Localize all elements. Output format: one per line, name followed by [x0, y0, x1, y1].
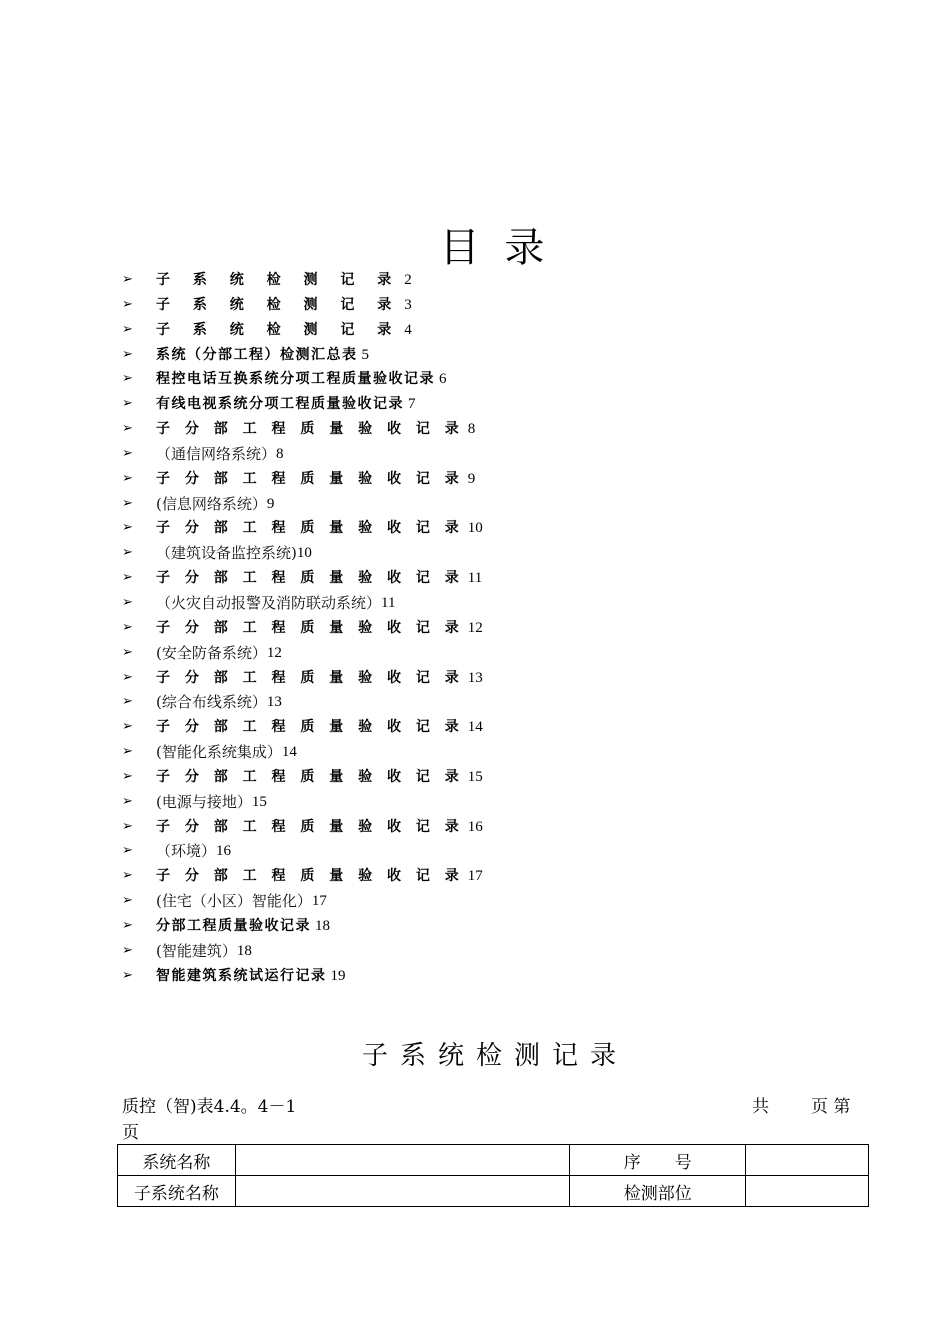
arrow-bullet-icon: ➢ — [122, 296, 133, 312]
toc-item[interactable] — [122, 417, 483, 442]
toc-item-label: 子 分 部 工 程 质 量 验 收 记 录 — [156, 669, 464, 686]
arrow-bullet-icon: ➢ — [122, 768, 133, 784]
toc-item-page: 11 — [467, 570, 483, 587]
toc-item[interactable] — [122, 641, 483, 666]
toc-item[interactable] — [122, 566, 483, 591]
system-name-value[interactable] — [235, 1145, 570, 1176]
toc-item-label: 子 分 部 工 程 质 量 验 收 记 录 — [156, 719, 464, 736]
page-count — [752, 1094, 850, 1120]
toc-item-label: 子 分 部 工 程 质 量 验 收 记 录 — [156, 868, 464, 885]
arrow-bullet-icon: ➢ — [122, 520, 133, 536]
toc-item[interactable] — [122, 839, 483, 864]
page-total-label: 共 — [752, 1097, 769, 1117]
toc-item[interactable] — [122, 343, 483, 368]
toc-item-label: 有线电视系统分项工程质量验收记录 — [156, 396, 404, 413]
arrow-bullet-icon: ➢ — [122, 917, 133, 933]
system-info-table — [117, 1144, 869, 1207]
arrow-bullet-icon: ➢ — [122, 669, 133, 685]
toc-item-page: 2 — [404, 272, 412, 288]
table-row — [118, 1176, 869, 1207]
toc-item-page: 15 — [467, 768, 483, 785]
toc-item-page: 11 — [381, 594, 396, 611]
toc-item[interactable] — [122, 690, 483, 715]
toc-item-label: (安全防备系统） — [156, 643, 267, 662]
arrow-bullet-icon: ➢ — [122, 619, 133, 635]
toc-item-label: （建筑设备监控系统) — [156, 544, 297, 563]
form-code: 质控（智)表4.4。4－1 — [122, 1097, 297, 1117]
toc-item-page: 6 — [439, 371, 447, 388]
toc-item[interactable] — [122, 591, 483, 616]
arrow-bullet-icon: ➢ — [122, 694, 133, 710]
toc-item[interactable] — [122, 516, 483, 541]
toc-item-page: 12 — [266, 644, 282, 661]
toc-item-page: 17 — [311, 893, 327, 910]
toc-item-label: (住宅（小区）智能化） — [156, 892, 312, 911]
system-name-label: 系统名称 — [118, 1145, 236, 1176]
toc-item-label: (信息网络系统） — [156, 494, 267, 513]
toc-item-label: 子 系 统 检 测 记 录 — [156, 296, 401, 313]
arrow-bullet-icon: ➢ — [122, 719, 133, 735]
subsystem-name-value[interactable] — [235, 1176, 570, 1207]
toc-item[interactable] — [122, 442, 483, 467]
toc-item-label: 系统（分部工程）检测汇总表 — [156, 346, 358, 363]
toc-item-label: （环境） — [156, 842, 217, 861]
toc-item[interactable] — [122, 467, 483, 492]
toc-item-page: 8 — [276, 445, 284, 462]
toc-item-page: 14 — [281, 744, 297, 761]
arrow-bullet-icon: ➢ — [122, 942, 133, 958]
arrow-bullet-icon: ➢ — [122, 744, 133, 760]
arrow-bullet-icon: ➢ — [122, 396, 133, 412]
page-label: 页 第 — [811, 1097, 851, 1117]
toc-item[interactable] — [122, 367, 483, 392]
toc-item-page: 4 — [404, 321, 412, 338]
toc-item[interactable] — [122, 914, 483, 939]
toc-item-page: 10 — [296, 545, 312, 562]
toc-item-page: 3 — [404, 296, 412, 313]
arrow-bullet-icon: ➢ — [122, 594, 133, 610]
toc-item[interactable] — [122, 864, 483, 889]
toc-item-label: 子 分 部 工 程 质 量 验 收 记 录 — [156, 421, 464, 438]
toc-item-page: 13 — [266, 694, 282, 711]
toc-item-page: 19 — [330, 967, 346, 984]
arrow-bullet-icon: ➢ — [122, 545, 133, 561]
toc-item[interactable] — [122, 541, 483, 566]
toc-item[interactable] — [122, 616, 483, 641]
toc-item-label: (综合布线系统） — [156, 693, 267, 712]
toc-item[interactable] — [122, 939, 483, 964]
toc-item-label: 子 分 部 工 程 质 量 验 收 记 录 — [156, 520, 464, 537]
arrow-bullet-icon: ➢ — [122, 321, 133, 337]
toc-item-label: 子 系 统 检 测 记 录 — [156, 272, 401, 288]
toc-item-page: 18 — [315, 917, 330, 934]
toc-item[interactable] — [122, 964, 483, 989]
toc-item-label: 子 分 部 工 程 质 量 验 收 记 录 — [156, 570, 464, 587]
toc-list — [122, 268, 483, 988]
toc-title: 目 录 — [439, 225, 551, 271]
toc-item-label: （火灾自动报警及消防联动系统） — [156, 593, 382, 612]
toc-item-label: (电源与接地） — [156, 792, 252, 811]
toc-item[interactable] — [122, 889, 483, 914]
table-row — [118, 1145, 869, 1176]
toc-item-label: (智能化系统集成） — [156, 743, 282, 762]
arrow-bullet-icon: ➢ — [122, 371, 133, 387]
toc-item-page: 5 — [361, 346, 369, 363]
toc-item[interactable] — [122, 318, 483, 343]
inspection-location-value[interactable] — [746, 1176, 869, 1207]
toc-item-page: 8 — [467, 421, 476, 438]
toc-item-label: 子 分 部 工 程 质 量 验 收 记 录 — [156, 768, 464, 785]
arrow-bullet-icon: ➢ — [122, 570, 133, 586]
arrow-bullet-icon: ➢ — [122, 346, 133, 362]
toc-item-label: (智能建筑） — [156, 941, 237, 960]
toc-item-page: 10 — [467, 520, 483, 537]
toc-item-label: 子 分 部 工 程 质 量 验 收 记 录 — [156, 619, 464, 636]
toc-item[interactable] — [122, 715, 483, 740]
toc-item[interactable] — [122, 293, 483, 318]
arrow-bullet-icon: ➢ — [122, 644, 133, 660]
arrow-bullet-icon: ➢ — [122, 793, 133, 809]
arrow-bullet-icon: ➢ — [122, 967, 133, 983]
arrow-bullet-icon: ➢ — [122, 818, 133, 834]
toc-item-label: （通信网络系统） — [156, 444, 277, 463]
toc-item-page: 16 — [216, 843, 232, 860]
toc-item-page: 9 — [266, 495, 275, 512]
toc-item[interactable] — [122, 268, 483, 293]
toc-item-page: 18 — [236, 942, 252, 959]
toc-item-page: 15 — [251, 793, 267, 810]
toc-item-label: 子 分 部 工 程 质 量 验 收 记 录 — [156, 818, 464, 835]
toc-item[interactable] — [122, 815, 483, 840]
toc-item-label: 子 分 部 工 程 质 量 验 收 记 录 — [156, 470, 464, 487]
serial-number-value[interactable] — [746, 1145, 869, 1176]
toc-item-label: 子 系 统 检 测 记 录 — [156, 321, 401, 338]
toc-item[interactable] — [122, 765, 483, 790]
toc-item-page: 12 — [467, 619, 483, 636]
serial-number-label: 序 号 — [570, 1145, 746, 1176]
toc-item-page: 13 — [467, 669, 483, 686]
toc-item[interactable] — [122, 666, 483, 691]
toc-item[interactable] — [122, 740, 483, 765]
toc-item-label: 分部工程质量验收记录 — [156, 917, 311, 934]
toc-item-label: 程控电话互换系统分项工程质量验收记录 — [156, 371, 435, 388]
arrow-bullet-icon: ➢ — [122, 843, 133, 859]
toc-item[interactable] — [122, 492, 483, 517]
toc-item-page: 17 — [467, 868, 483, 885]
arrow-bullet-icon: ➢ — [122, 470, 133, 486]
arrow-bullet-icon: ➢ — [122, 893, 133, 909]
toc-item-page: 7 — [408, 396, 416, 413]
toc-item[interactable] — [122, 790, 483, 815]
page-tail: 页 — [122, 1123, 139, 1143]
arrow-bullet-icon: ➢ — [122, 868, 133, 884]
arrow-bullet-icon: ➢ — [122, 445, 133, 461]
record-title: 子系统检测记录 — [361, 1041, 628, 1071]
toc-item[interactable] — [122, 392, 483, 417]
arrow-bullet-icon: ➢ — [122, 421, 133, 437]
arrow-bullet-icon: ➢ — [122, 272, 133, 287]
inspection-location-label: 检测部位 — [570, 1176, 746, 1207]
toc-item-label: 智能建筑系统试运行记录 — [156, 967, 327, 984]
toc-item-page: 14 — [467, 719, 483, 736]
toc-item-page: 16 — [467, 818, 483, 835]
arrow-bullet-icon: ➢ — [122, 495, 133, 511]
subsystem-name-label: 子系统名称 — [118, 1176, 236, 1207]
toc-item-page: 9 — [467, 470, 476, 487]
